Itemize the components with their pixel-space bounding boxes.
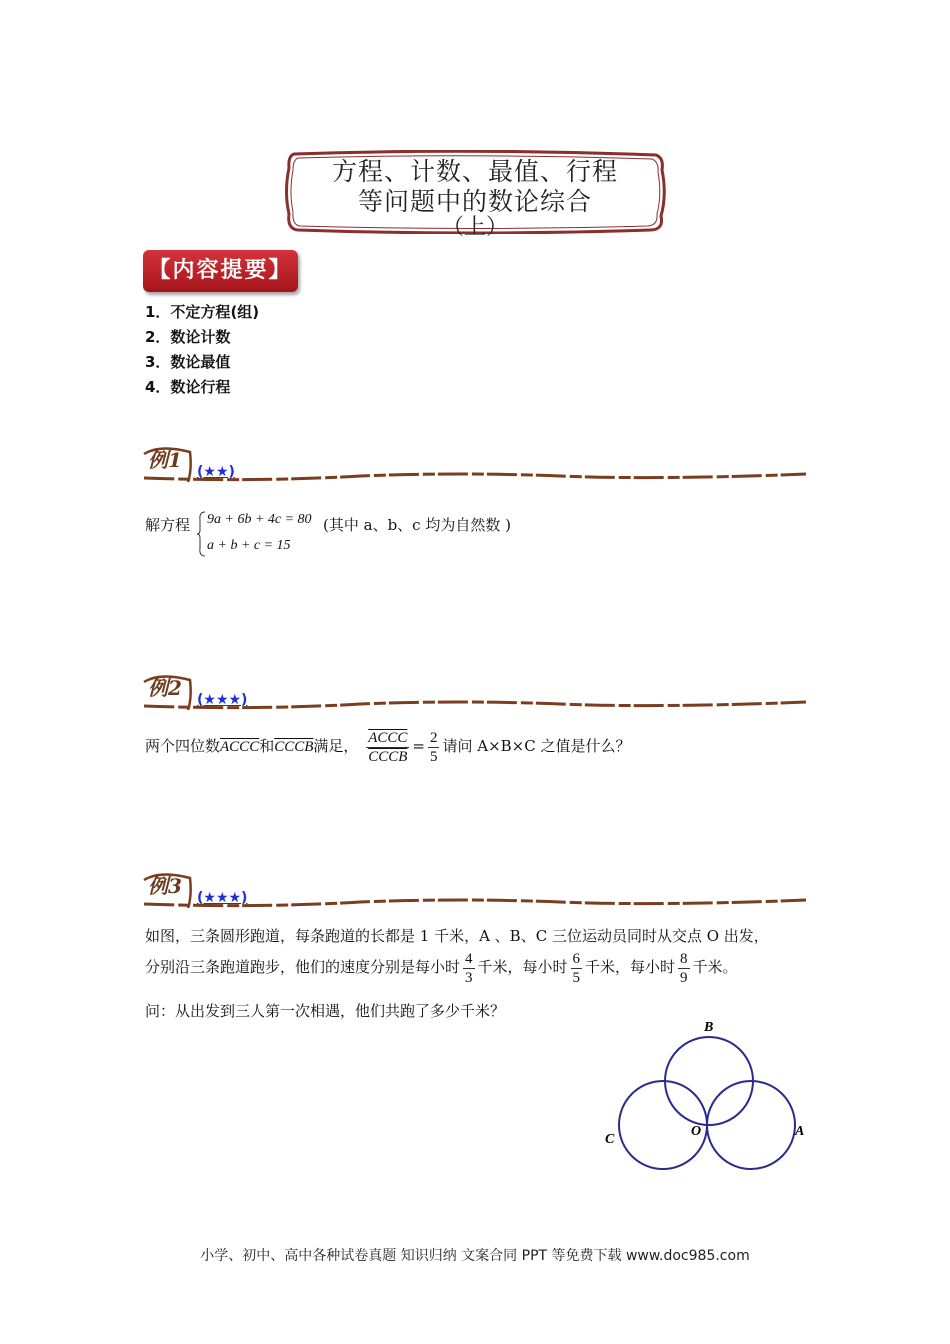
example-3-line-2 [145, 948, 738, 987]
example-1-rule [140, 442, 810, 488]
example-3-line-3: 问：从出发到三人第一次相遇，他们共跑了多少千米？ [145, 1002, 506, 1020]
example-2-header [140, 670, 810, 716]
example-3-label: 例3 [148, 874, 182, 898]
fraction-denominator: 5 [429, 748, 438, 765]
example-3-text-c: 千米，每小时 [585, 958, 676, 976]
fraction-denominator: 3 [465, 969, 473, 986]
equals-sign: = [412, 737, 425, 755]
fraction-numerator: ACCC [368, 729, 408, 746]
example-2-text-2: 和 [259, 737, 275, 755]
example-2-text-4: 请问 A×B×C 之值是什么？ [442, 737, 631, 755]
page-footer: 小学、初中、高中各种试卷真题 知识归纳 文案合同 PPT 等免费下载 www.doc985.com [200, 1248, 750, 1264]
number-cccb: CCCB [274, 739, 314, 755]
example-2-text-3: 满足， [313, 737, 359, 755]
summary-item-2: 2．数论计数 [145, 328, 231, 346]
summary-item-4: 4．数论行程 [145, 378, 231, 396]
label-a: A [795, 1124, 805, 1139]
example-3-text-b: 千米，每小时 [477, 958, 568, 976]
fraction-numerator: 2 [429, 729, 438, 746]
example-1-label: 例1 [148, 448, 182, 472]
example-1-lead: 解方程 [145, 516, 191, 534]
fraction-denominator: CCCB [368, 748, 408, 765]
label-c: C [605, 1132, 615, 1147]
equation-2: a + b + c = 15 [207, 538, 291, 553]
example-2-stars: (★★★) [197, 692, 248, 708]
example-3-text-a: 分别沿三条跑道跑步，他们的速度分别是每小时 [145, 958, 461, 976]
speed-a-fraction [463, 950, 475, 987]
fraction-accc-cccb [366, 729, 409, 766]
summary-badge: 【内容提要】 [143, 250, 298, 292]
speed-c-fraction [678, 950, 690, 987]
example-2-label: 例2 [148, 676, 182, 700]
equation-1: 9a + 6b + 4c = 80 [207, 512, 312, 527]
fraction-numerator: 8 [680, 950, 688, 967]
example-1-condition: (其中 a、b、c 均为自然数 ) [323, 516, 511, 534]
example-3-text-d: 千米。 [692, 958, 738, 976]
example-2-question [145, 727, 630, 766]
fraction-numerator: 4 [465, 950, 473, 967]
speed-b-fraction [571, 950, 583, 987]
summary-item-1: 1．不定方程(组) [145, 303, 260, 321]
fraction-denominator: 5 [572, 969, 581, 986]
example-1-header [140, 442, 810, 488]
example-1-stars: (★★) [197, 464, 235, 480]
example-2-text-1: 两个四位数 [145, 737, 221, 755]
label-b: B [704, 1020, 714, 1035]
example-3-line-1: 如图，三条圆形跑道，每条跑道的长都是 1 千米，A 、B、C 三位运动员同时从交点 O 出发， [145, 927, 769, 945]
label-o: O [691, 1124, 702, 1139]
system-brace [196, 510, 206, 558]
fraction-denominator: 9 [680, 969, 688, 986]
fraction-numerator: 6 [572, 950, 581, 967]
track-diagram [595, 1015, 815, 1175]
example-3-header [140, 868, 810, 914]
title-line-2: 等问题中的数论综合 [357, 187, 592, 216]
title-line-3: （上） [441, 215, 508, 240]
summary-item-3: 3．数论最值 [145, 353, 231, 371]
number-accc: ACCC [220, 739, 260, 755]
title-line-1: 方程、计数、最值、行程 [331, 157, 618, 186]
example-3-stars: (★★★) [197, 890, 248, 906]
fraction-two-fifths [428, 729, 440, 766]
